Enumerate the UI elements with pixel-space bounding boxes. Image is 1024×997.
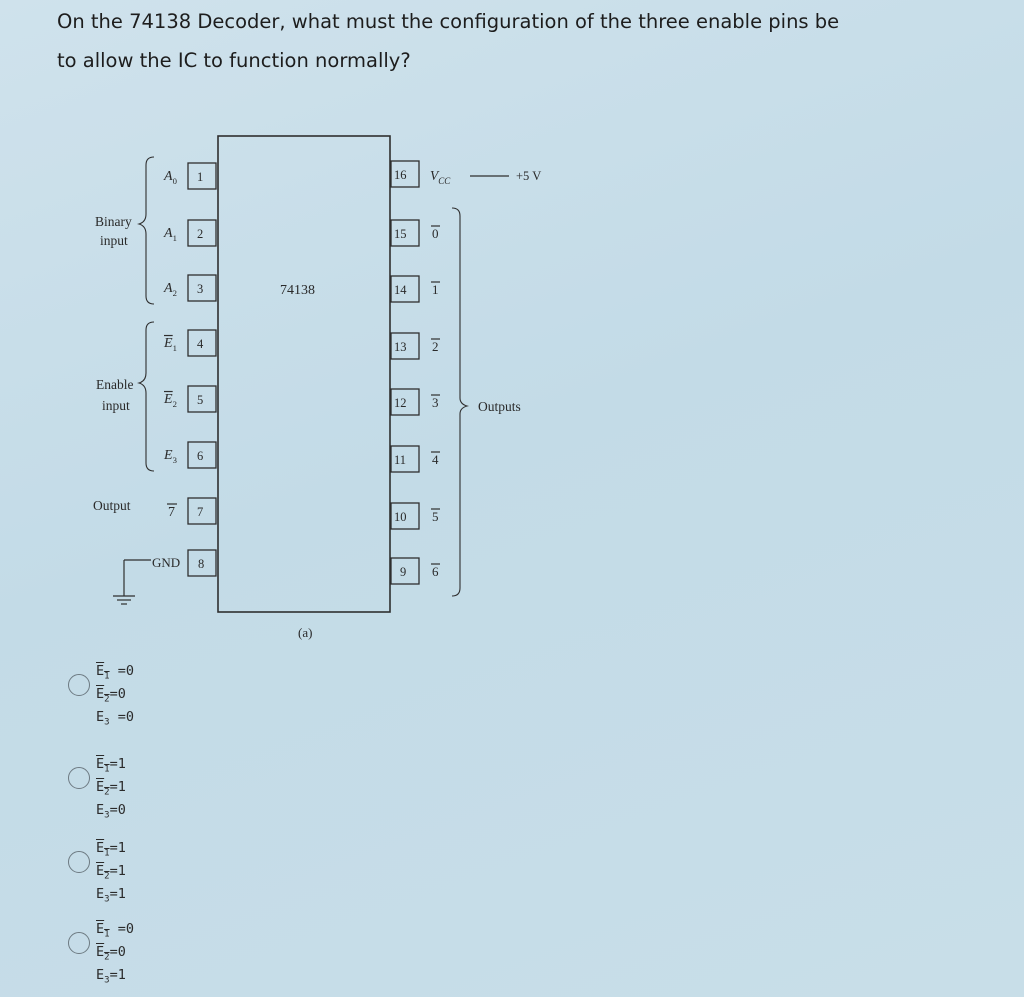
pin-symbol: $E_3$: [96, 967, 110, 986]
pin-number-5: 5: [197, 393, 204, 407]
pin-number-3: 3: [197, 282, 204, 296]
pin-value: =0: [109, 686, 126, 702]
pin-value: =1: [109, 886, 126, 902]
chip-body: [218, 136, 390, 612]
pin-box-4: [188, 330, 216, 356]
pin-number-4: 4: [197, 337, 204, 351]
outputs-label: Outputs: [478, 399, 521, 414]
pin-symbol: $E_1$: [96, 756, 110, 775]
binary-input-label: input: [100, 233, 128, 248]
chip-label: 74138: [280, 283, 315, 298]
enable-input-label: Enable: [96, 377, 134, 392]
pin-box-9: [391, 558, 419, 584]
pin-value: =1: [109, 756, 126, 772]
option-line: [96, 799, 126, 822]
output-label-4: 4: [432, 452, 439, 467]
pin-number-2: 2: [197, 227, 204, 241]
enable-input-label: input: [102, 398, 130, 413]
pin-value: =0: [109, 944, 126, 960]
option-line: [96, 837, 126, 860]
pin-symbol: $E_1$: [96, 663, 110, 682]
pin-box-5: [188, 386, 216, 412]
option-line: [96, 776, 126, 799]
pin-label-a0: $A_0$: [164, 169, 177, 186]
pin-symbol: $E_2$: [96, 686, 110, 705]
pin-box-14: [391, 276, 419, 302]
pin-symbol: $E_1$: [96, 840, 110, 859]
pin-number-8: 8: [198, 557, 205, 571]
pin-label-output-7: 7: [168, 505, 175, 520]
question-text: On the 74138 Decoder, what must the configuration of the three enable pins be to allow the IC to function normally?: [57, 10, 840, 72]
pin-number-16: 16: [394, 168, 407, 182]
output-label-2: 2: [432, 339, 439, 354]
pin-number-6: 6: [197, 449, 204, 463]
pin-symbol: $E_3$: [96, 802, 110, 821]
pin-symbol: $E_2$: [96, 863, 110, 882]
radio-button[interactable]: [68, 932, 90, 954]
pin-number-11: 11: [394, 453, 407, 467]
gnd-label: GND: [152, 555, 181, 570]
pin-box-3: [188, 275, 216, 301]
pin-value: =1: [109, 840, 126, 856]
option-line: [96, 753, 126, 776]
pin-value: =1: [109, 967, 126, 983]
pin-box-11: [391, 446, 419, 472]
pin-symbol: $E_3$: [96, 886, 110, 905]
radio-button[interactable]: [68, 767, 90, 789]
pin-box-10: [391, 503, 419, 529]
pin-value: =0: [109, 709, 134, 725]
pin-number-9: 9: [400, 565, 407, 579]
pin-box-12: [391, 389, 419, 415]
option-line: [96, 964, 134, 987]
output-label-6: 6: [432, 564, 439, 579]
pin-box-7: [188, 498, 216, 524]
pin-number-13: 13: [394, 340, 407, 354]
enable-input-brace: [139, 322, 154, 471]
pin-number-10: 10: [394, 510, 407, 524]
pin-label-e1: $E_1$: [164, 336, 177, 353]
pin-value: =0: [109, 802, 126, 818]
pin-label-e2: $E_2$: [164, 392, 177, 409]
pin-box-8: [188, 550, 216, 576]
pin-value: =0: [109, 921, 134, 937]
pin-label-a2: $A_2$: [164, 281, 177, 298]
option-line: [96, 941, 134, 964]
pin-value: =1: [109, 863, 126, 879]
radio-button[interactable]: [68, 851, 90, 873]
pin-symbol: $E_2$: [96, 779, 110, 798]
option-line: [96, 683, 134, 706]
supply-label: +5 V: [516, 169, 542, 183]
output-label-5: 5: [432, 509, 439, 524]
pin-number-12: 12: [394, 396, 407, 410]
pin-number-15: 15: [394, 227, 407, 241]
pin-number-14: 14: [394, 283, 407, 297]
output-label-0: 0: [432, 226, 439, 241]
pin-box-1: [188, 163, 216, 189]
option-line: [96, 706, 134, 729]
pin-value: =1: [109, 779, 126, 795]
pin-symbol: $E_3$: [96, 709, 110, 728]
outputs-brace: [452, 208, 467, 596]
binary-input-brace: [139, 157, 154, 304]
option-line: [96, 660, 134, 683]
option-line: [96, 918, 134, 941]
output-label-3: 3: [432, 395, 439, 410]
pin-symbol: $E_2$: [96, 944, 110, 963]
pin-box-15: [391, 220, 419, 246]
pin-value: =0: [109, 663, 134, 679]
pin-label-e3: $E_3$: [164, 448, 177, 465]
pin-number-7: 7: [197, 505, 204, 519]
radio-button[interactable]: [68, 674, 90, 696]
binary-input-label: Binary: [95, 214, 132, 229]
figure-caption: (a): [298, 625, 313, 640]
vcc-label: $V_{CC}$: [430, 168, 451, 186]
output-label: Output: [93, 498, 131, 513]
pin-symbol: $E_1$: [96, 921, 110, 940]
output-label-1: 1: [432, 282, 439, 297]
option-line: [96, 860, 126, 883]
option-line: [96, 883, 126, 906]
pin-box-6: [188, 442, 216, 468]
pin-box-2: [188, 220, 216, 246]
pin-box-16: [391, 161, 419, 187]
pin-label-a1: $A_1$: [164, 226, 177, 243]
pin-number-1: 1: [197, 170, 204, 184]
pin-box-13: [391, 333, 419, 359]
